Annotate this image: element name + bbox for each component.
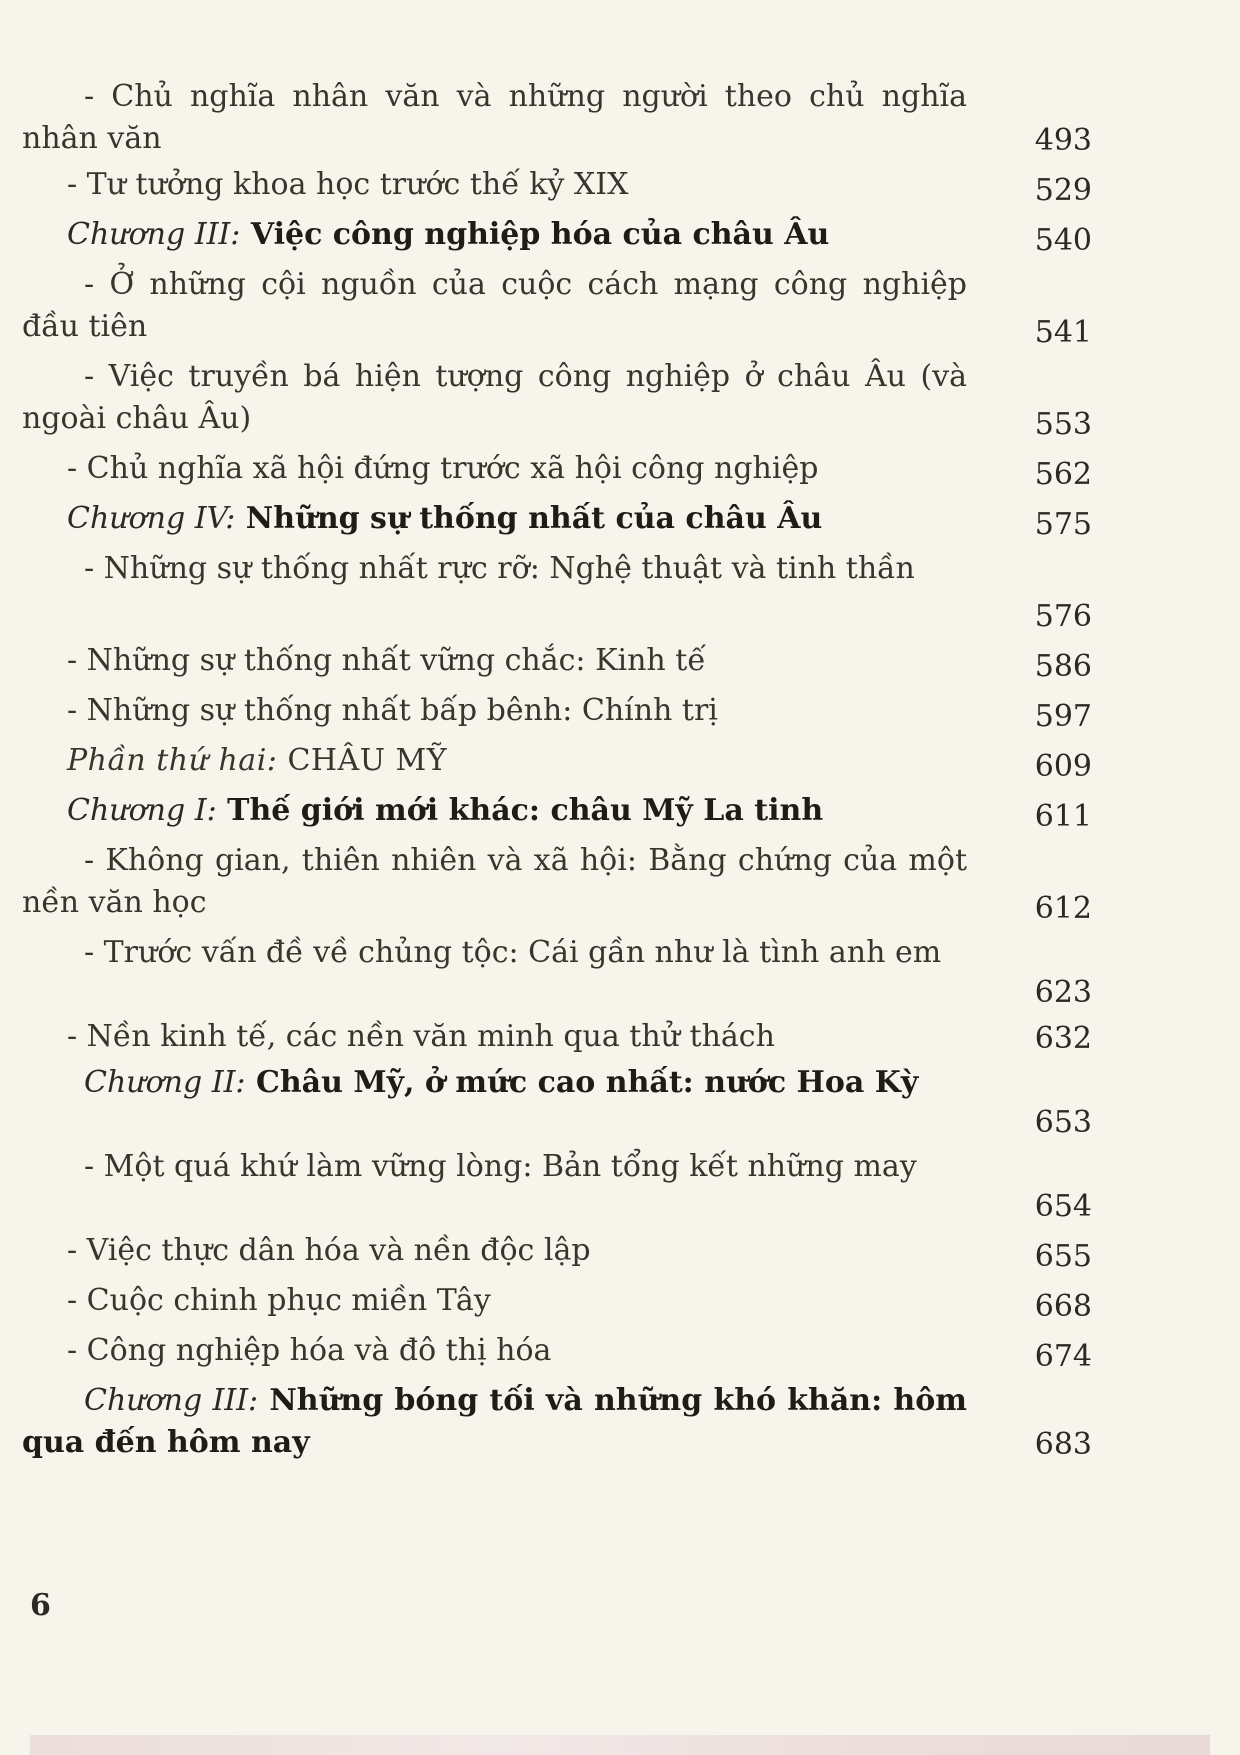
part-label: Phần thứ hai:: [67, 743, 278, 778]
entry-page-number: 674: [1034, 1339, 1092, 1374]
entry-page-number: 493: [1034, 123, 1092, 158]
part-title: CHÂU MỸ: [277, 743, 448, 778]
entry-text: - Cuộc chinh phục miền Tây: [67, 1283, 491, 1318]
entry-text: - Một quá khứ làm vững lòng: Bản tổng kết những may: [84, 1149, 917, 1184]
toc-entry: [22, 164, 1092, 214]
entry-text: - Việc thực dân hóa và nền độc lập: [67, 1233, 591, 1268]
entry-page-number: 655: [1034, 1239, 1092, 1274]
toc-entry: [22, 448, 1092, 498]
toc-part-entry: [22, 740, 1092, 790]
entry-page-number: 553: [1034, 407, 1092, 442]
toc-entry: [22, 1146, 1092, 1230]
entry-text: [22, 498, 967, 540]
page-footer-number: 6: [30, 1588, 51, 1623]
entry-text: - Việc truyền bá hiện tượng công nghiệp ở châu Âu (và ngoài châu Âu): [22, 359, 977, 436]
entry-text: - Tư tưởng khoa học trước thế kỷ XIX: [67, 167, 629, 202]
entry-text: - Trước vấn đề về chủng tộc: Cái gần như là tình anh em: [84, 935, 942, 970]
entry-text: - Công nghiệp hóa và đô thị hóa: [67, 1333, 552, 1368]
chapter-label: Chương III:: [84, 1383, 259, 1418]
chapter-title: Thế giới mới khác: châu Mỹ La tinh: [216, 793, 824, 828]
toc-entry: [22, 548, 1092, 640]
chapter-label: Chương I:: [67, 793, 217, 828]
chapter-title: Châu Mỹ, ở mức cao nhất: nước Hoa Kỳ: [245, 1065, 919, 1100]
toc-entry: [22, 1330, 1092, 1380]
toc-entry: [22, 640, 1092, 690]
entry-text: [22, 1062, 967, 1104]
chapter-label: Chương IV:: [67, 501, 236, 536]
entry-page-number: 623: [1034, 975, 1092, 1010]
entry-text: - Chủ nghĩa nhân văn và những người theo chủ nghĩa nhân văn: [22, 79, 977, 156]
toc-chapter-entry: [22, 498, 1092, 548]
entry-page-number: 529: [1034, 173, 1092, 208]
toc-chapter-entry: [22, 790, 1092, 840]
entry-text: [22, 740, 967, 782]
entry-page-number: 668: [1034, 1289, 1092, 1324]
entry-text: - Chủ nghĩa xã hội đứng trước xã hội công nghiệp: [67, 451, 819, 486]
entry-page-number: 609: [1034, 749, 1092, 784]
entry-text: - Những sự thống nhất rực rỡ: Nghệ thuật và tinh thần: [84, 551, 915, 586]
toc-chapter-entry: [22, 214, 1092, 264]
entry-page-number: 654: [1034, 1189, 1092, 1224]
entry-page-number: 586: [1034, 649, 1092, 684]
entry-text: [22, 214, 967, 256]
toc-entry: [22, 932, 1092, 1016]
chapter-title: Những bóng tối và những khó khăn: hôm qua đến hôm nay: [22, 1383, 978, 1460]
entry-text: - Không gian, thiên nhiên và xã hội: Bằng chứng của một nền văn học: [22, 843, 977, 920]
entry-page-number: 540: [1034, 223, 1092, 258]
entry-page-number: 683: [1034, 1427, 1092, 1462]
entry-page-number: 562: [1034, 457, 1092, 492]
chapter-label: Chương II:: [84, 1065, 246, 1100]
toc-entry: [22, 1230, 1092, 1280]
entry-page-number: 576: [1034, 599, 1092, 634]
toc-entry: [22, 356, 1092, 448]
toc-entry: [22, 840, 1092, 932]
entry-text: - Nền kinh tế, các nền văn minh qua thử thách: [67, 1019, 775, 1054]
toc-entry: [22, 1016, 1092, 1062]
entry-page-number: 575: [1034, 507, 1092, 542]
entry-page-number: 611: [1034, 799, 1092, 834]
toc-entry: [22, 264, 1092, 356]
table-of-contents: [22, 76, 1092, 1468]
entry-page-number: 541: [1034, 315, 1092, 350]
toc-entry: [22, 76, 1092, 164]
entry-page-number: 597: [1034, 699, 1092, 734]
chapter-label: Chương III:: [67, 217, 241, 252]
chapter-title: Việc công nghiệp hóa của châu Âu: [240, 217, 830, 252]
chapter-title: Những sự thống nhất của châu Âu: [235, 501, 823, 536]
entry-text: - Ở những cội nguồn của cuộc cách mạng công nghiệp đầu tiên: [22, 267, 977, 344]
entry-text: [22, 790, 967, 832]
entry-text: - Những sự thống nhất vững chắc: Kinh tế: [67, 643, 706, 678]
entry-page-number: 612: [1034, 891, 1092, 926]
entry-page-number: 632: [1034, 1021, 1092, 1056]
toc-entry: [22, 690, 1092, 740]
toc-chapter-entry: [22, 1062, 1092, 1146]
toc-entry: [22, 1280, 1092, 1330]
entry-text: - Những sự thống nhất bấp bênh: Chính trị: [67, 693, 718, 728]
entry-text: [22, 1380, 978, 1464]
entry-page-number: 653: [1034, 1105, 1092, 1140]
toc-chapter-entry: [22, 1380, 1092, 1468]
scan-edge-strip: [30, 1735, 1210, 1755]
